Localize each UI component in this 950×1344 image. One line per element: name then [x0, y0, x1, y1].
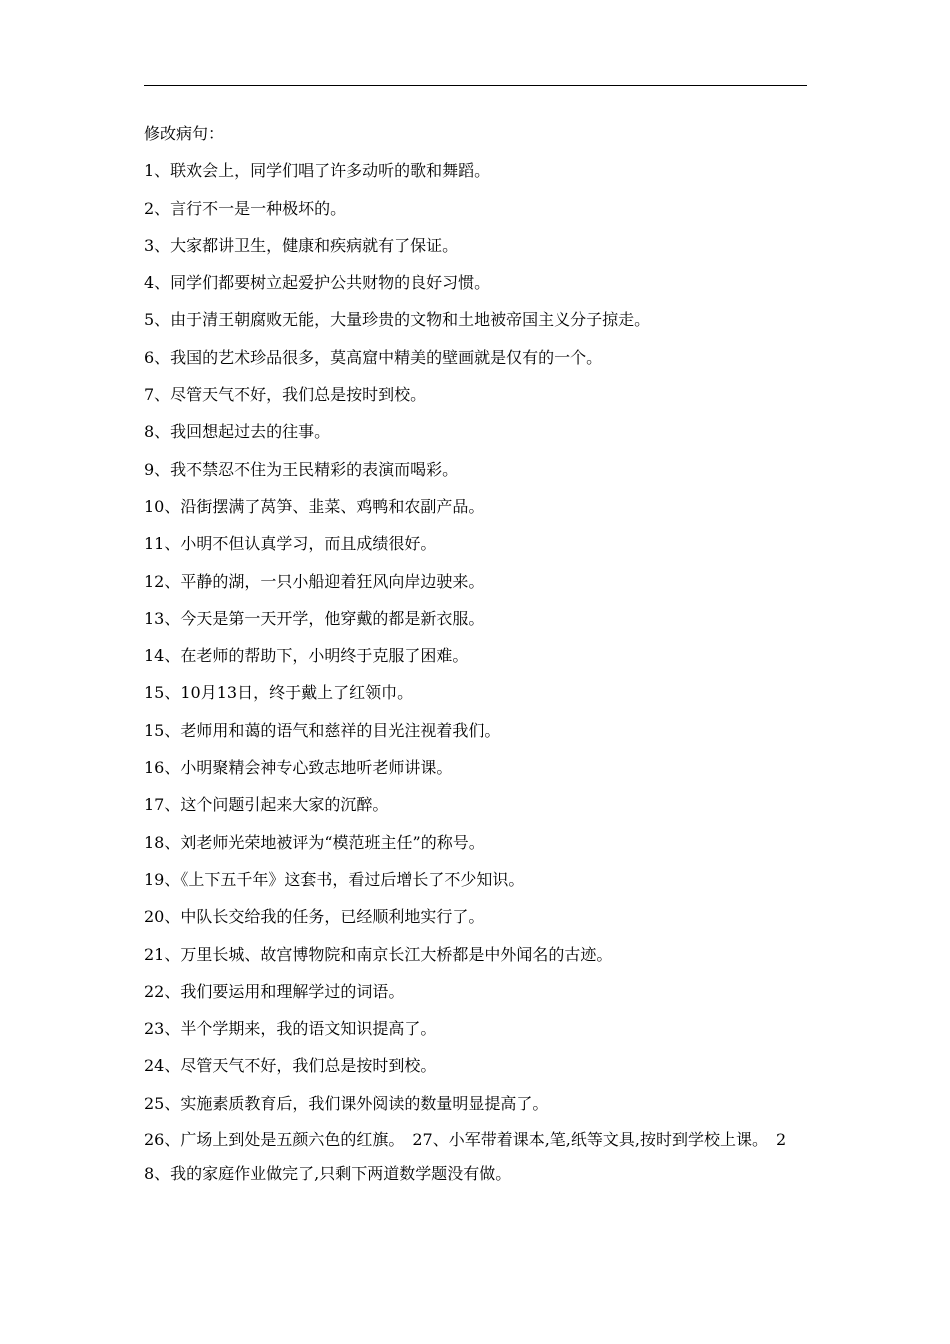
sentence-item: 9、我不禁忍不住为王民精彩的表演而喝彩。	[144, 459, 459, 479]
sentence-item: 23、半个学期来，我的语文知识提高了。	[144, 1019, 437, 1039]
sentence-item: 24、尽管天气不好，我们总是按时到校。	[144, 1056, 437, 1076]
header-rule	[144, 85, 807, 86]
sentence-item: 14、在老师的帮助下，小明终于克服了困难。	[144, 646, 469, 666]
final-paragraph: 26、广场上到处是五颜六色的红旗。 27、小军带着课本,笔,纸等文具,按时到学校上课。 28、我的家庭作业做完了,只剩下两道数学题没有做。	[144, 1130, 787, 1184]
sentence-item: 17、这个问题引起来大家的沉醉。	[144, 795, 389, 815]
sentence-item: 2、言行不一是一种极坏的。	[144, 198, 347, 218]
sentence-item: 18、刘老师光荣地被评为“模范班主任”的称号。	[144, 832, 485, 852]
sentence-list	[144, 159, 807, 1129]
exercise-heading: 修改病句：	[144, 124, 225, 143]
sentence-item: 12、平静的湖，一只小船迎着狂风向岸边驶来。	[144, 571, 485, 591]
exercise-content	[144, 122, 807, 1191]
sentence-item: 20、中队长交给我的任务，已经顺利地实行了。	[144, 907, 485, 927]
sentence-item: 25、实施素质教育后，我们课外阅读的数量明显提高了。	[144, 1093, 549, 1113]
sentence-item: 16、小明聚精会神专心致志地听老师讲课。	[144, 758, 453, 778]
sentence-item: 13、今天是第一天开学，他穿戴的都是新衣服。	[144, 608, 485, 628]
sentence-item: 6、我国的艺术珍品很多，莫高窟中精美的壁画就是仅有的一个。	[144, 347, 603, 367]
sentence-item: 4、同学们都要树立起爱护公共财物的良好习惯。	[144, 273, 491, 293]
sentence-item: 5、由于清王朝腐败无能，大量珍贵的文物和土地被帝国主义分子掠走。	[144, 310, 651, 330]
sentence-item: 8、我回想起过去的往事。	[144, 422, 331, 442]
sentence-item: 7、尽管天气不好，我们总是按时到校。	[144, 385, 427, 405]
sentence-item: 15、10月13日，终于戴上了红领巾。	[144, 683, 414, 703]
sentence-item: 19、《上下五千年》这套书，看过后增长了不少知识。	[144, 869, 525, 889]
sentence-item: 22、我们要运用和理解学过的词语。	[144, 981, 405, 1001]
sentence-item: 11、小明不但认真学习，而且成绩很好。	[144, 534, 437, 554]
sentence-item: 3、大家都讲卫生，健康和疾病就有了保证。	[144, 235, 459, 255]
sentence-item: 10、沿街摆满了莴笋、韭菜、鸡鸭和农副产品。	[144, 496, 485, 516]
sentence-item: 21、万里长城、故宫博物院和南京长江大桥都是中外闻名的古迹。	[144, 944, 613, 964]
sentence-item: 15、老师用和蔼的语气和慈祥的目光注视着我们。	[144, 720, 501, 740]
sentence-item: 1、联欢会上，同学们唱了许多动听的歌和舞蹈。	[144, 161, 491, 181]
